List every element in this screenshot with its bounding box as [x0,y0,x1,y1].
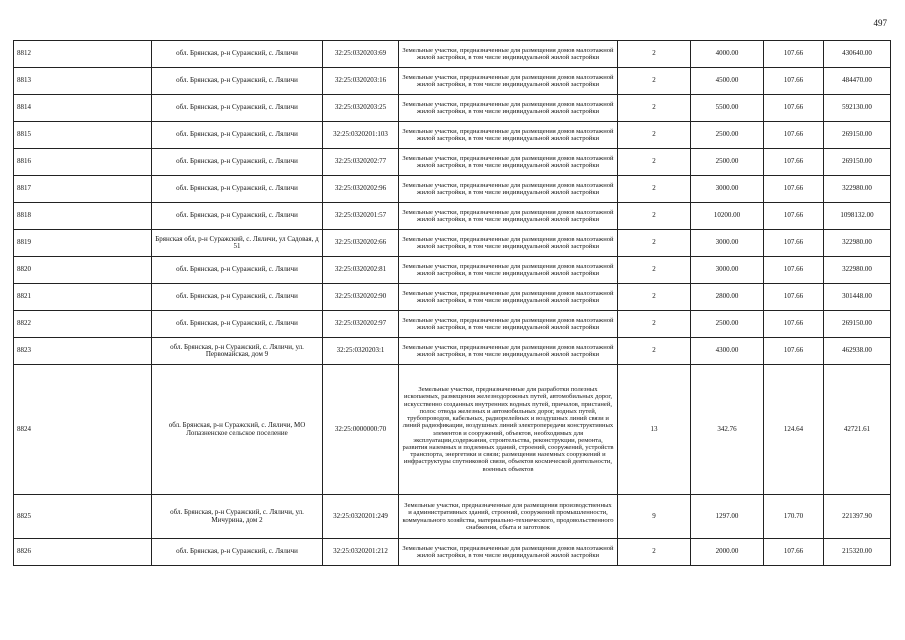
group-cell: 13 [618,365,691,495]
cadastral-number-cell: 32:25:0320201:57 [323,203,399,230]
area-cell: 3000.00 [691,257,764,284]
address-cell: обл. Брянская, р-н Суражский, с. Ляличи, ул. Мичурина, дом 2 [152,495,323,539]
area-cell: 4500.00 [691,68,764,95]
address-cell: обл. Брянская, р-н Суражский, с. Ляличи [152,122,323,149]
area-cell: 2500.00 [691,311,764,338]
row-number: 8812 [14,41,152,68]
group-cell: 2 [618,284,691,311]
cadastral-value-table [13,40,891,566]
address-cell: обл. Брянская, р-н Суражский, с. Ляличи [152,176,323,203]
address-cell: обл. Брянская, р-н Суражский, с. Ляличи [152,284,323,311]
land-use-category-cell: Земельные участки, предназначенные для размещения домов малоэтажной жилой застройки, в том числе индивидуальной жилой застройки [399,149,618,176]
row-number: 8821 [14,284,152,311]
specific-value-cell: 107.66 [764,257,824,284]
area-cell: 10200.00 [691,203,764,230]
land-use-category-cell: Земельные участки, предназначенные для размещения домов малоэтажной жилой застройки, в том числе индивидуальной жилой застройки [399,41,618,68]
cadastral-value-cell: 484470.00 [824,68,891,95]
land-use-category-cell: Земельные участки, предназначенные для размещения домов малоэтажной жилой застройки, в том числе индивидуальной жилой застройки [399,284,618,311]
land-use-category-cell: Земельные участки, предназначенные для разработки полезных ископаемых, размещения железнодорожных путей, автомобильных дорог, искусственно созданных внутренних водных путей, причалов, пристаней, полос отвода железных и автомобильных дорог, водных путей, трубопроводов, кабельных, радиорелейных и воздушных линий связи и линий радиофикации, воздушных линий электропередачи конструктивных элементов и сооружений, объектов, необходимых для эксплуатации,содержания, строительства, реконструкции, ремонта, развития наземных и подземных зданий, строений, сооружений, устройств транспорта, энергетики и связи; размещения наземных сооружений и инфраструктуры спутниковой связи, объектов космической деятельности, военных объектов [399,365,618,495]
table-row [14,122,891,149]
specific-value-cell: 107.66 [764,149,824,176]
row-number: 8826 [14,539,152,566]
specific-value-cell: 107.66 [764,68,824,95]
land-use-category-cell: Земельные участки, предназначенные для размещения домов малоэтажной жилой застройки, в том числе индивидуальной жилой застройки [399,230,618,257]
group-cell: 2 [618,176,691,203]
cadastral-number-cell: 32:25:0320202:97 [323,311,399,338]
cadastral-value-cell: 221397.90 [824,495,891,539]
address-cell: обл. Брянская, р-н Суражский, с. Ляличи [152,539,323,566]
table-row [14,176,891,203]
specific-value-cell: 107.66 [764,176,824,203]
cadastral-value-cell: 322980.00 [824,257,891,284]
cadastral-number-cell: 32:25:0000000:70 [323,365,399,495]
row-number: 8814 [14,95,152,122]
group-cell: 2 [618,311,691,338]
table-row [14,539,891,566]
group-cell: 9 [618,495,691,539]
page-number: 497 [873,18,887,28]
land-use-category-cell: Земельные участки, предназначенные для размещения домов малоэтажной жилой застройки, в том числе индивидуальной жилой застройки [399,95,618,122]
area-cell: 5500.00 [691,95,764,122]
land-use-category-cell: Земельные участки, предназначенные для размещения домов малоэтажной жилой застройки, в том числе индивидуальной жилой застройки [399,257,618,284]
group-cell: 2 [618,257,691,284]
row-number: 8818 [14,203,152,230]
table-row [14,311,891,338]
group-cell: 2 [618,41,691,68]
cadastral-value-cell: 1098132.00 [824,203,891,230]
cadastral-value-cell: 322980.00 [824,176,891,203]
specific-value-cell: 124.64 [764,365,824,495]
group-cell: 2 [618,122,691,149]
specific-value-cell: 107.66 [764,95,824,122]
cadastral-value-cell: 462938.00 [824,338,891,365]
cadastral-number-cell: 32:25:0320203:25 [323,95,399,122]
area-cell: 342.76 [691,365,764,495]
area-cell: 2800.00 [691,284,764,311]
area-cell: 3000.00 [691,230,764,257]
cadastral-number-cell: 32:25:0320203:69 [323,41,399,68]
group-cell: 2 [618,230,691,257]
table-row [14,284,891,311]
cadastral-value-cell: 430640.00 [824,41,891,68]
cadastral-number-cell: 32:25:0320201:103 [323,122,399,149]
table-row [14,203,891,230]
area-cell: 1297.00 [691,495,764,539]
cadastral-value-cell: 42721.61 [824,365,891,495]
address-cell: обл. Брянская, р-н Суражский, с. Ляличи [152,149,323,176]
cadastral-number-cell: 32:25:0320202:90 [323,284,399,311]
table-row [14,149,891,176]
group-cell: 2 [618,203,691,230]
address-cell: обл. Брянская, р-н Суражский, с. Ляличи [152,68,323,95]
address-cell: обл. Брянская, р-н Суражский, с. Ляличи [152,203,323,230]
table-row [14,68,891,95]
specific-value-cell: 107.66 [764,41,824,68]
group-cell: 2 [618,95,691,122]
group-cell: 2 [618,68,691,95]
cadastral-number-cell: 32:25:0320202:77 [323,149,399,176]
cadastral-value-cell: 322980.00 [824,230,891,257]
cadastral-value-cell: 215320.00 [824,539,891,566]
cadastral-number-cell: 32:25:0320202:96 [323,176,399,203]
table-row [14,338,891,365]
row-number: 8820 [14,257,152,284]
specific-value-cell: 107.66 [764,338,824,365]
cadastral-number-cell: 32:25:0320203:1 [323,338,399,365]
cadastral-number-cell: 32:25:0320202:66 [323,230,399,257]
specific-value-cell: 107.66 [764,122,824,149]
group-cell: 2 [618,539,691,566]
cadastral-value-cell: 269150.00 [824,122,891,149]
table-row [14,41,891,68]
group-cell: 2 [618,149,691,176]
row-number: 8822 [14,311,152,338]
address-cell: обл. Брянская, р-н Суражский, с. Ляличи [152,95,323,122]
area-cell: 4000.00 [691,41,764,68]
table-row [14,257,891,284]
row-number: 8823 [14,338,152,365]
specific-value-cell: 107.66 [764,539,824,566]
table-row [14,95,891,122]
land-use-category-cell: Земельные участки, предназначенные для размещения домов малоэтажной жилой застройки, в том числе индивидуальной жилой застройки [399,311,618,338]
land-use-category-cell: Земельные участки, предназначенные для размещения домов малоэтажной жилой застройки, в том числе индивидуальной жилой застройки [399,539,618,566]
specific-value-cell: 107.66 [764,311,824,338]
table-row [14,365,891,495]
table-row [14,230,891,257]
cadastral-number-cell: 32:25:0320203:16 [323,68,399,95]
cadastral-number-cell: 32:25:0320201:212 [323,539,399,566]
land-use-category-cell: Земельные участки, предназначенные для размещения домов малоэтажной жилой застройки, в том числе индивидуальной жилой застройки [399,338,618,365]
row-number: 8817 [14,176,152,203]
area-cell: 3000.00 [691,176,764,203]
cadastral-value-cell: 301448.00 [824,284,891,311]
address-cell: Брянская обл, р-н Суражский, с. Ляличи, ул Садовая, д 51 [152,230,323,257]
cadastral-value-cell: 269150.00 [824,149,891,176]
group-cell: 2 [618,338,691,365]
cadastral-value-cell: 592130.00 [824,95,891,122]
cadastral-number-cell: 32:25:0320201:249 [323,495,399,539]
address-cell: обл. Брянская, р-н Суражский, с. Ляличи, ул. Первомайская, дом 9 [152,338,323,365]
row-number: 8819 [14,230,152,257]
specific-value-cell: 107.66 [764,203,824,230]
area-cell: 2500.00 [691,149,764,176]
cadastral-value-cell: 269150.00 [824,311,891,338]
land-use-category-cell: Земельные участки, предназначенные для размещения производственных и административных зданий, строений, сооружений промышленности, коммунального хозяйства, материально-технического, продовольственного снабжения, сбыта и заготовок [399,495,618,539]
specific-value-cell: 107.66 [764,230,824,257]
address-cell: обл. Брянская, р-н Суражский, с. Ляличи [152,257,323,284]
land-use-category-cell: Земельные участки, предназначенные для размещения домов малоэтажной жилой застройки, в том числе индивидуальной жилой застройки [399,203,618,230]
area-cell: 2500.00 [691,122,764,149]
specific-value-cell: 107.66 [764,284,824,311]
row-number: 8813 [14,68,152,95]
address-cell: обл. Брянская, р-н Суражский, с. Ляличи [152,41,323,68]
address-cell: обл. Брянская, р-н Суражский, с. Ляличи [152,311,323,338]
row-number: 8824 [14,365,152,495]
row-number: 8815 [14,122,152,149]
land-use-category-cell: Земельные участки, предназначенные для размещения домов малоэтажной жилой застройки, в том числе индивидуальной жилой застройки [399,176,618,203]
row-number: 8825 [14,495,152,539]
land-use-category-cell: Земельные участки, предназначенные для размещения домов малоэтажной жилой застройки, в том числе индивидуальной жилой застройки [399,68,618,95]
row-number: 8816 [14,149,152,176]
area-cell: 2000.00 [691,539,764,566]
table-row [14,495,891,539]
cadastral-number-cell: 32:25:0320202:81 [323,257,399,284]
area-cell: 4300.00 [691,338,764,365]
specific-value-cell: 170.70 [764,495,824,539]
address-cell: обл. Брянская, р-н Суражский, с. Ляличи, МО Лопазненское сельское поселение [152,365,323,495]
land-use-category-cell: Земельные участки, предназначенные для размещения домов малоэтажной жилой застройки, в том числе индивидуальной жилой застройки [399,122,618,149]
